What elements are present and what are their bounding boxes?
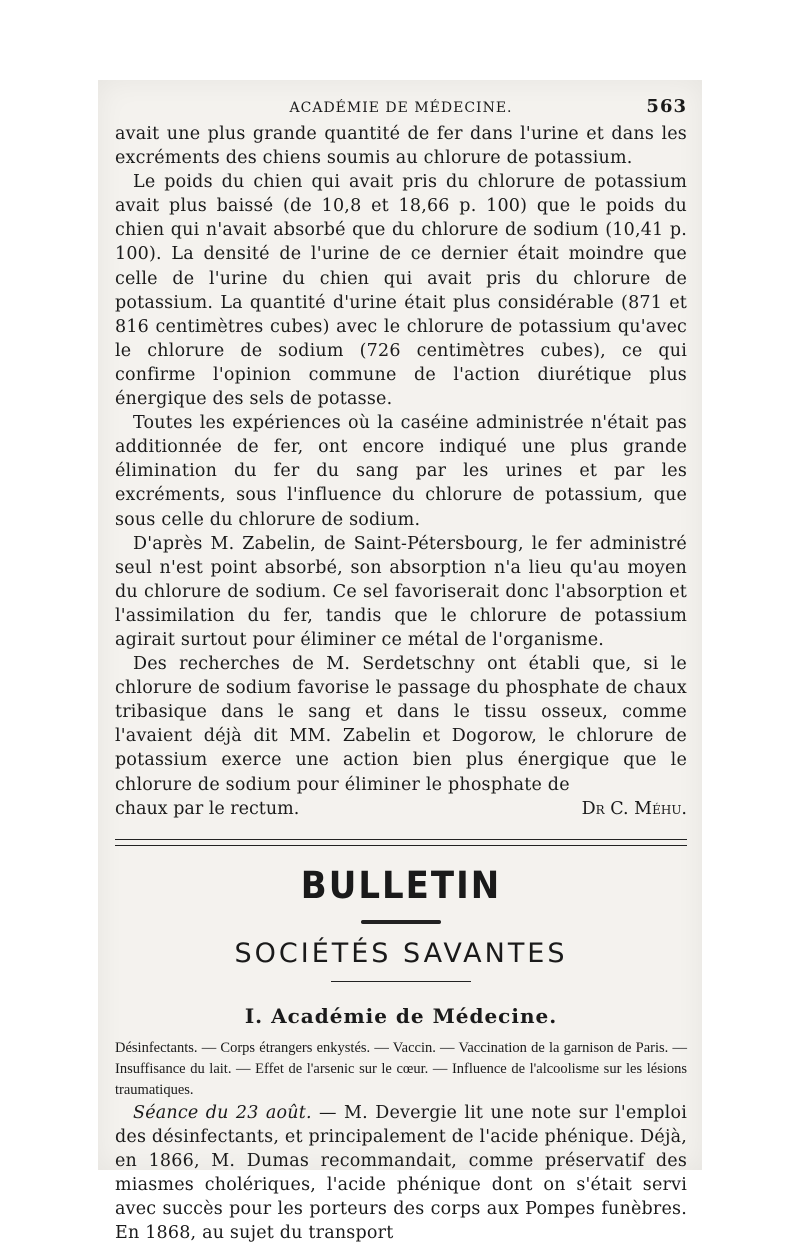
ornament-divider [361, 920, 441, 924]
closing-line: chaux par le rectum. [115, 798, 300, 819]
paragraph-5: Des recherches de M. Serdetschny ont établi que, si le chlorure de sodium favorise le passage du phosphate de chaux tribasique dans le sang et dans le tissu osseux, comme l'avaient déjà dit MM. Zabelin et Dogorow, le chlorure de potassium exerce une action bien plus énergique que le chlorure de sodium pour éliminer le phosphate de [115, 654, 687, 795]
running-title: ACADÉMIE DE MÉDECINE. [289, 100, 513, 116]
societes-heading: SOCIÉTÉS SAVANTES [234, 937, 568, 969]
bulletin-heading: BULLETIN [300, 863, 502, 908]
section-divider [115, 839, 687, 846]
page-number: 563 [646, 96, 687, 117]
author-signature: Dr C. Méhu. [581, 798, 687, 819]
paragraph-4: D'après M. Zabelin, de Saint-Pétersbourg, le fer administré seul n'est point absorbé, son absorption n'a lieu qu'au moyen du chlorure de sodium. Ce sel favoriserait donc l'absorption et l'assimilation du fer, tandis que le chlorure de potassium agirait surtout pour éliminer ce métal de l'organisme. [115, 533, 687, 650]
seance-text: — M. Devergie lit une note sur l'emploi des désinfectants, et principalement de l'acide phénique. Déjà, en 1866, M. Dumas recommandait, comme préservatif des miasmes cholériques, l'acide phénique dont on s'était servi avec succès pour les porteurs des corps aux Pompes funèbres. En 1868, au sujet du transport [115, 1102, 687, 1244]
running-head [115, 96, 687, 122]
seance-paragraph [115, 1101, 687, 1245]
paragraph-3: Toutes les expériences où la caséine administrée n'était pas additionnée de fer, ont encore indiqué une plus grande élimination du fer du sang par les urines et par les excréments, sous l'influence du chlorure de potassium, que sous celle du chlorure de sodium. [115, 413, 687, 530]
section-summary: Désinfectants. — Corps étrangers enkystés. — Vaccin. — Vaccination de la garnison de Paris. — Insuffisance du lait. — Effet de l'arsenic sur le cœur. — Influence de l'alcoolisme sur les lésions traumatiques. [115, 1039, 687, 1098]
section-title: I. Académie de Médecine. [244, 1003, 558, 1028]
paragraph-2: Le poids du chien qui avait pris du chlorure de potassium avait plus baissé (de 10,8 et 18,66 p. 100) que le poids du chien qui n'avait absorbé que du chlorure de sodium (10,41 p. 100). La densité de l'urine de ce dernier était moindre que celle de l'urine du chien qui avait pris du chlorure de potassium. La quantité d'urine était plus considérable (871 et 816 centimètres cubes) avec le chlorure de potassium qu'avec le chlorure de sodium (726 centimètres cubes), ce qui confirme l'opinion commune de l'action diurétique plus énergique des sels de potasse. [115, 172, 687, 410]
paragraph-1: avait une plus grande quantité de fer dans l'urine et dans les excréments des chiens soumis au chlorure de potassium. [115, 124, 687, 169]
seance-date: Séance du 23 août. [133, 1102, 312, 1123]
page-content [115, 96, 687, 1245]
signature-line [115, 797, 687, 821]
heading-rule [331, 981, 471, 982]
